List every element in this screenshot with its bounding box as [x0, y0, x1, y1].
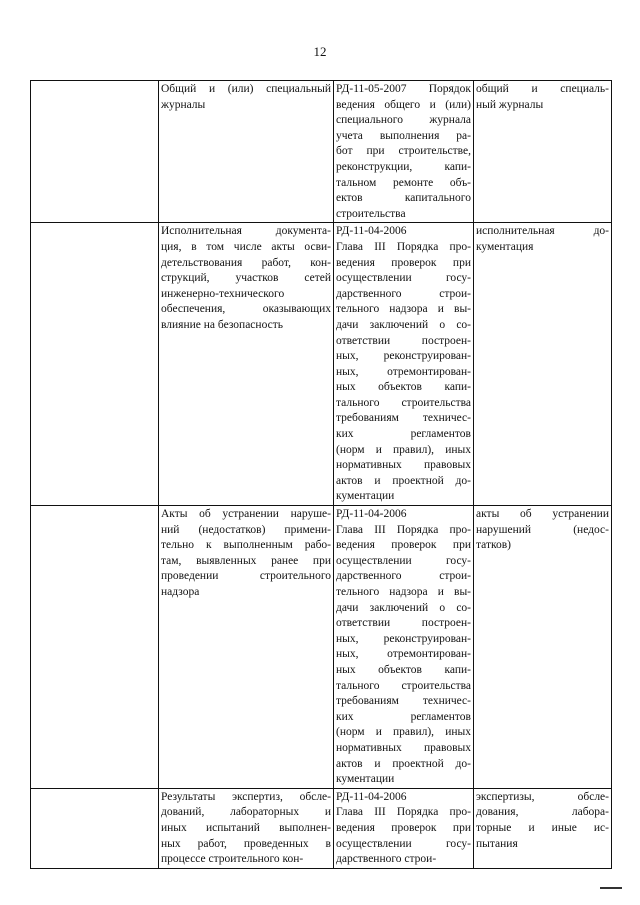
cell-line: ектов капитального	[336, 192, 471, 205]
cell-line: ответствии построен-	[336, 334, 471, 347]
table-row	[31, 81, 612, 223]
cell-line: ких регламентов	[336, 428, 471, 441]
document-type-cell	[474, 506, 612, 789]
cell-line: иных испытаний выполнен-	[161, 821, 331, 834]
cell-line: бот при строительстве,	[336, 145, 471, 158]
cell-line: тального строительства	[336, 396, 471, 409]
regulation-cell	[334, 223, 474, 506]
cell-line: журналы	[161, 98, 206, 111]
cell-line: осуществлении госу-	[336, 837, 471, 850]
document-name-cell	[159, 81, 334, 223]
cell-line: Глава III Порядка про-	[336, 523, 471, 536]
table-row	[31, 788, 612, 868]
cell-line: ведения общего и (или)	[336, 98, 471, 111]
cell-line: пытания	[476, 837, 518, 850]
regulation-cell	[334, 788, 474, 868]
cell-line: акты об устранении	[476, 508, 609, 521]
empty-cell	[31, 81, 159, 223]
cell-line: ных, реконструирован-	[336, 350, 471, 363]
cell-line: нарушений (недос-	[476, 523, 609, 536]
cell-line: (норм и правил), иных	[336, 726, 471, 739]
cell-line: нормативных правовых	[336, 459, 471, 472]
document-name-cell	[159, 223, 334, 506]
cell-line: торные и иные ис-	[476, 821, 609, 834]
cell-line: дарственного строи-	[336, 287, 471, 300]
cell-line: татков)	[476, 539, 512, 552]
empty-cell	[31, 506, 159, 789]
cell-line: процессе строительного кон-	[161, 853, 304, 866]
cell-line: дарственного строи-	[336, 853, 437, 866]
cell-line: РД-11-04-2006	[336, 225, 407, 238]
cell-line: тального строительства	[336, 679, 471, 692]
cell-line: осуществлении госу-	[336, 272, 471, 285]
document-name-cell	[159, 788, 334, 868]
cell-line: актов и проектной до-	[336, 474, 471, 487]
cell-line: ных, отремонтирован-	[336, 365, 471, 378]
document-table	[30, 80, 612, 869]
cell-line: надзора	[161, 586, 200, 598]
regulation-cell	[334, 506, 474, 789]
cell-line: Глава III Порядка про-	[336, 806, 471, 819]
cell-line: тальном ремонте объ-	[336, 176, 471, 189]
cell-line: ция, в том числе акты осви-	[161, 240, 331, 253]
cell-line: РД-11-04-2006	[336, 508, 407, 521]
cell-line: детельствования работ, кон-	[161, 256, 331, 269]
document-type-cell	[474, 788, 612, 868]
cell-line: проведении строительного	[161, 570, 331, 583]
cell-line: нормативных правовых	[336, 741, 471, 754]
cell-line: ведения проверок при	[336, 821, 471, 834]
cell-line: кументация	[476, 240, 534, 253]
cell-line: (норм и правил), иных	[336, 443, 471, 456]
cell-line: ных, реконструирован-	[336, 632, 471, 645]
page-number: 12	[313, 44, 327, 59]
cell-line: ведения проверок при	[336, 256, 471, 269]
cell-line: строительства	[336, 207, 406, 220]
cell-line: инженерно-технического	[161, 287, 285, 300]
document-type-cell	[474, 223, 612, 506]
cell-line: ных объектов капи-	[336, 663, 471, 676]
cell-line: Исполнительная документа-	[161, 225, 331, 238]
cell-line: РД-11-04-2006	[336, 790, 407, 803]
cell-line: экспертизы, обсле-	[476, 790, 609, 803]
cell-line: тельного надзора и вы-	[336, 303, 471, 316]
cell-line: осуществлении госу-	[336, 554, 471, 567]
cell-line: исполнительная до-	[476, 225, 609, 238]
cell-line: кументации	[336, 773, 395, 786]
cell-line: дования, лабора-	[476, 806, 609, 819]
cell-line: тельного надзора и вы-	[336, 586, 471, 598]
cell-line: ных объектов капи-	[336, 381, 471, 394]
cell-line: ний (недостатков) примени-	[161, 523, 331, 536]
cell-line: влияние на безопасность	[161, 318, 283, 331]
cell-line: требованиям техничес-	[336, 695, 471, 708]
cell-line: реконструкции, капи-	[336, 160, 471, 173]
cell-line: актов и проектной до-	[336, 757, 471, 770]
cell-line: ких регламентов	[336, 710, 471, 723]
cell-line: тельно к выполненным рабо-	[161, 539, 331, 552]
table-row	[31, 506, 612, 789]
cell-line: РД-11-05-2007 Порядок	[336, 83, 471, 95]
cell-line: дачи заключений о со-	[336, 601, 471, 614]
document-name-cell	[159, 506, 334, 789]
cell-line: Результаты экспертиз, обсле-	[161, 790, 331, 803]
cell-line: учета выполнения ра-	[336, 129, 471, 142]
cell-line: общий и специаль-	[476, 83, 609, 95]
cell-line: ответствии построен-	[336, 617, 471, 630]
cell-line: обеспечения, оказывающих	[161, 303, 331, 316]
cell-line: специального журнала	[336, 114, 471, 127]
cell-line: ный журналы	[476, 98, 544, 111]
document-type-cell	[474, 81, 612, 223]
cell-line: Акты об устранении наруше-	[161, 508, 331, 521]
regulation-cell	[334, 81, 474, 223]
cell-line: Общий и (или) специальный	[161, 83, 331, 95]
cell-line: дований, лабораторных и	[161, 806, 331, 819]
empty-cell	[31, 788, 159, 868]
cell-line: требованиям техничес-	[336, 412, 471, 425]
cell-line: ных, отремонтирован-	[336, 648, 471, 661]
cell-line: дарственного строи-	[336, 570, 471, 583]
cell-line: ных работ, проведенных в	[161, 837, 331, 850]
cell-line: кументации	[336, 490, 395, 503]
empty-cell	[31, 223, 159, 506]
cell-line: дачи заключений о со-	[336, 318, 471, 331]
cell-line: ведения проверок при	[336, 539, 471, 552]
cell-line: Глава III Порядка про-	[336, 240, 471, 253]
table-row	[31, 223, 612, 506]
page-edge-mark	[600, 887, 622, 889]
cell-line: там, выявленных ранее при	[161, 554, 331, 567]
cell-line: струкций, участков сетей	[161, 272, 331, 285]
